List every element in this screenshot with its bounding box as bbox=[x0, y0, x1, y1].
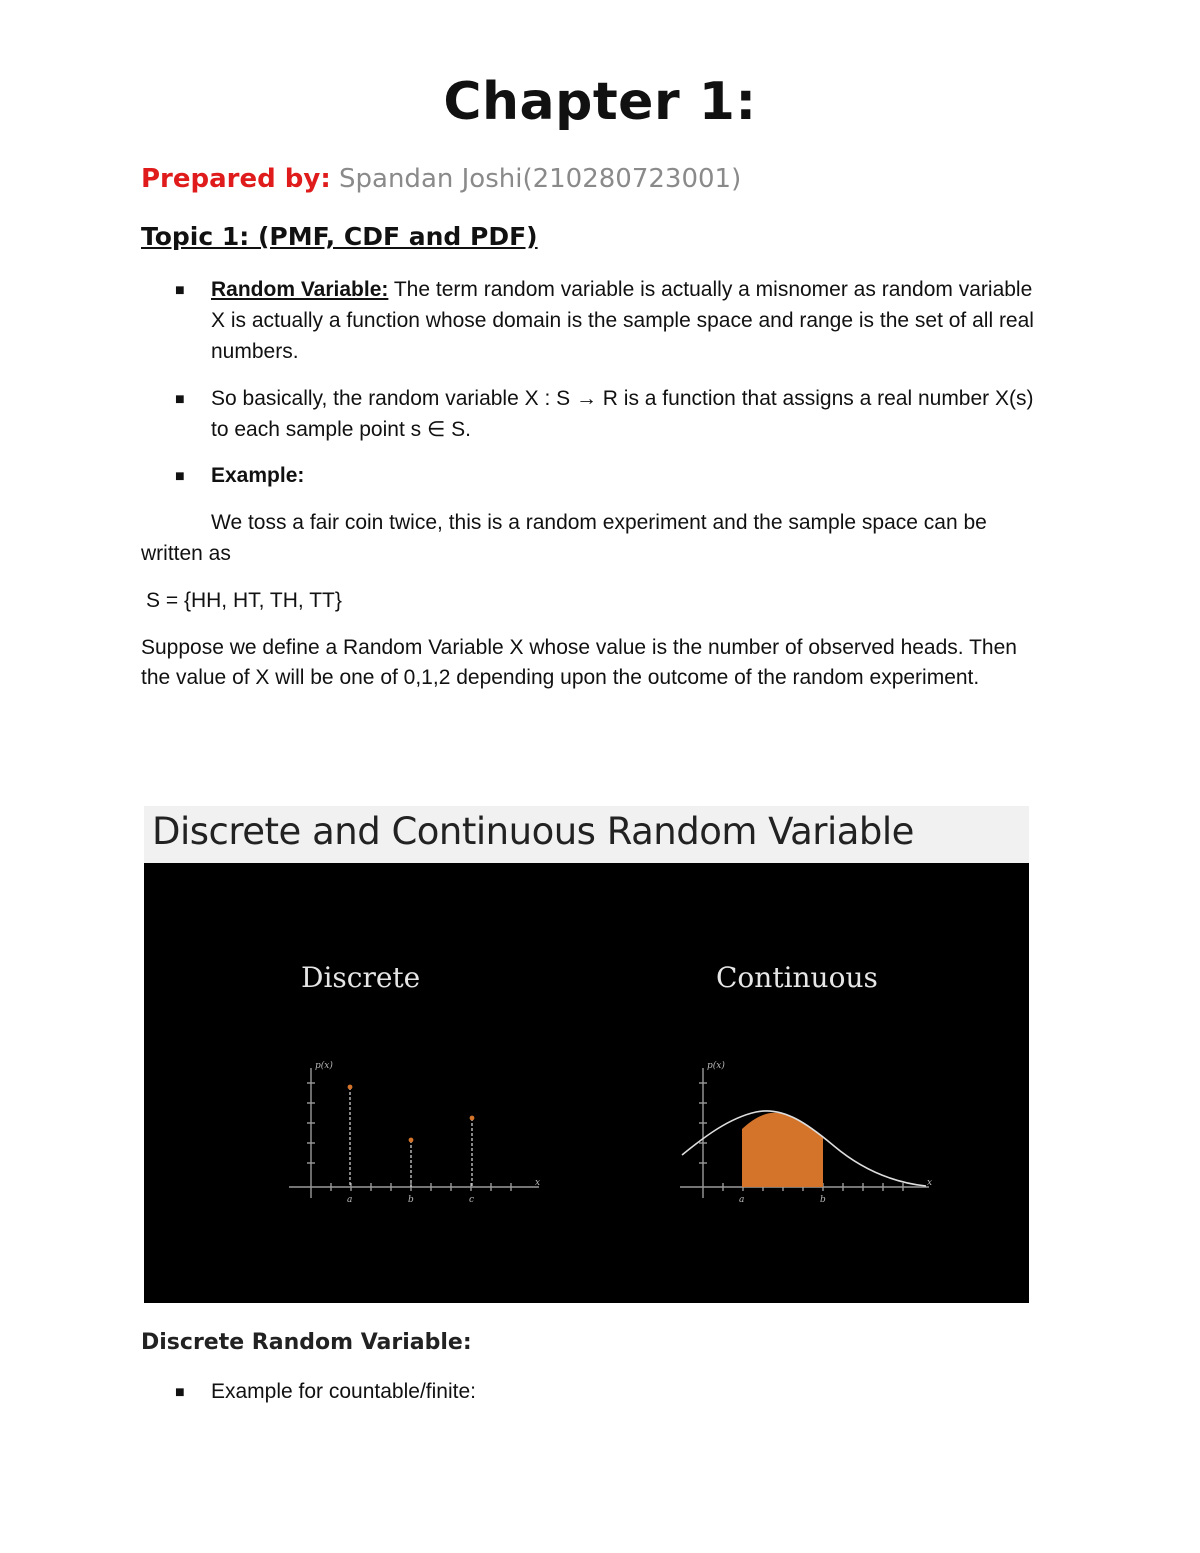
sample-space: S = {HH, HT, TH, TT} bbox=[146, 589, 342, 612]
bullet-example: Example: bbox=[211, 464, 305, 487]
point-c bbox=[470, 1116, 475, 1121]
bullet-marker: ■ bbox=[175, 1384, 185, 1401]
example-line: We toss a fair coin twice, this is a random experiment and the sample space can be bbox=[211, 511, 987, 534]
continuous-tick-a: a bbox=[739, 1195, 745, 1205]
bullet-text: numbers. bbox=[211, 340, 299, 363]
page-title: Chapter 1: bbox=[443, 72, 757, 132]
continuous-tick-b: b bbox=[820, 1195, 826, 1205]
paragraph-line: Suppose we define a Random Variable X whose value is the number of observed heads. Then bbox=[141, 636, 1017, 659]
point-b bbox=[409, 1138, 414, 1143]
bullet-marker: ■ bbox=[175, 282, 185, 299]
probability-area bbox=[742, 1113, 823, 1187]
discrete-y-label: p(x) bbox=[315, 1061, 333, 1071]
continuous-y-label: p(x) bbox=[707, 1061, 725, 1071]
discrete-tick-b: b bbox=[408, 1195, 414, 1205]
bullet-text: The term random variable is actually a misnomer as random variable bbox=[388, 278, 1033, 301]
discrete-tick-c: c bbox=[469, 1195, 475, 1205]
bullet-text: So basically, the random variable X : S → R is a function that assigns a real number X(s) bbox=[211, 387, 1034, 410]
bullet-text: to each sample point s ∈ S. bbox=[211, 418, 471, 441]
discrete-x-label: x bbox=[535, 1178, 541, 1188]
continuous-label: Continuous bbox=[716, 961, 878, 994]
continuous-x-label: x bbox=[927, 1178, 933, 1188]
bullet-marker: ■ bbox=[175, 468, 185, 485]
bullet-lead: Random Variable: bbox=[211, 278, 389, 301]
discrete-tick-a: a bbox=[347, 1195, 353, 1205]
bullet-text: X is actually a function whose domain is the sample space and range is the set of all real bbox=[211, 309, 1034, 332]
bullet-marker: ■ bbox=[175, 391, 185, 408]
prepared-by bbox=[141, 164, 741, 194]
topic-heading: Topic 1: (PMF, CDF and PDF) bbox=[141, 222, 538, 251]
author-name: Spandan Joshi(210280723001) bbox=[339, 164, 742, 194]
bullet-countable-example: Example for countable/finite: bbox=[211, 1380, 476, 1403]
figure-title: Discrete and Continuous Random Variable bbox=[152, 810, 914, 853]
figure-svg bbox=[144, 863, 1029, 1303]
bullet-function-definition bbox=[211, 383, 1061, 445]
discrete-label: Discrete bbox=[301, 961, 421, 994]
prepared-label: Prepared by: bbox=[141, 164, 331, 194]
figure-header bbox=[144, 806, 1029, 863]
example-line: written as bbox=[141, 542, 231, 565]
discrete-stems bbox=[350, 1087, 472, 1187]
bullet-random-variable bbox=[211, 274, 1061, 367]
discrete-axes bbox=[289, 1068, 539, 1198]
figure-discrete-continuous bbox=[144, 806, 1029, 1303]
point-a bbox=[348, 1085, 353, 1090]
section-heading: Discrete Random Variable: bbox=[141, 1330, 472, 1355]
figure-canvas bbox=[144, 863, 1029, 1303]
paragraph-line: the value of X will be one of 0,1,2 depending upon the outcome of the random experiment. bbox=[141, 666, 980, 689]
